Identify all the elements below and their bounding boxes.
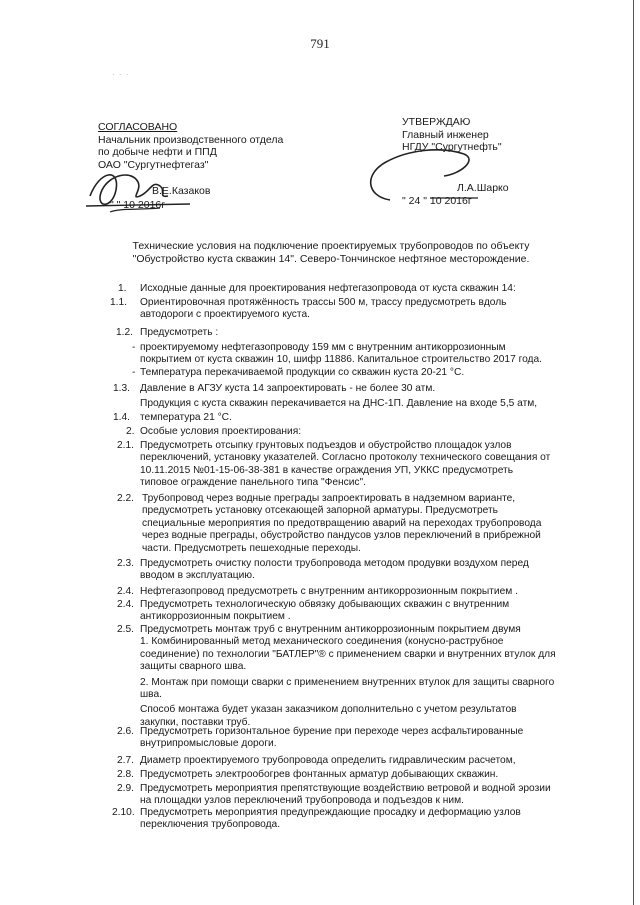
approval-left-signatory: В.Е.Казаков [152,185,211,197]
item-text: Предусмотреть монтаж труб с внутренним антикоррозионным покрытием двумя 1. Комбинированный метод механического соединения (конусно-раструбное соединение) по технологии "БАТЛЕР"® с применением сварки и внутренних втулок для защиты сварного шва. 2. Монтаж при помощи сварки с применением внутренних втулок для защиты сварного шва. Способ монтажа будет указан заказчиком дополнительно с учетом результатов закупки, поставки труб. [140,624,556,728]
item-number: 2.2. [117,493,134,504]
page-number: 791 [310,36,330,51]
item-text: температура 21 °С. [140,412,232,423]
document-title [96,240,566,266]
title-line: Технические условия на подключение проектируемых трубопроводов по объекту [132,240,530,252]
item-text: Диаметр проектируемого трубопровода определить гидравлическим расчетом, [140,755,516,766]
item-bullet: - [132,367,136,378]
item-number: 1.4. [113,412,130,423]
item-number: 2.7. [117,755,134,766]
item-text: Исходные данные для проектирования нефтегазопровода от куста скважин 14: [140,283,516,294]
item-number: 2.5. [117,624,134,635]
item-text: Предусмотреть мероприятия препятствующие воздействию ветровой и водной эрозии на площадки узлов переключений трубопровода и подъездов к ним. [140,783,551,807]
item-text: Предусмотреть очистку полости трубопровода методом продувки воздухом перед вводом в эксплуатацию. [140,558,529,582]
item-text: Нефтегазопровод предусмотреть с внутренним антикоррозионным покрытием . [140,586,518,597]
item-number: 2.6. [117,726,134,737]
approval-right-signatory: Л.А.Шарко [457,182,509,194]
item-text: Предусмотреть : [140,327,219,338]
item-text: Предусмотреть электрообогрев фонтанных арматур добывающих скважин. [140,769,499,780]
approval-right-line: Главный инженер [402,128,489,141]
item-text: Трубопровод через водные преграды запроектировать в надземном варианте, предусмотреть установку отсекающей запорной арматуры. Предусмотреть специальные мероприятия по предотвращению аварий на переходах трубопровода через водные преграды, обустройство пандусов узлов переключений в прибрежной части. Предусмотреть пешеходные переходы. [142,493,542,554]
item-number: 1.2. [116,327,133,338]
item-text: Предусмотреть технологическую обвязку добывающих скважин с внутренним антикоррозионным покрытием . [140,599,510,623]
item-number: 1.1. [110,297,127,308]
item-text: Ориентировочная протяжённость трассы 500 м, трассу предусмотреть вдоль автодороги с проектируемого куста. [140,297,507,321]
scan-edge-line [633,0,634,905]
approval-left-line: Начальник производственного отдела [98,133,284,146]
item-text: Температура перекачиваемой продукции со скважин куста 20-21 °С. [140,367,465,378]
item-text: Особые условия проектирования: [140,426,302,437]
scan-artifact: · · · [112,70,130,79]
item-number: 2.3. [117,558,134,569]
item-text: Предусмотреть отсыпку грунтовых подъездов и обустройство площадок узлов переключений, установку указателей. Согласно протоколу технического совещания от 10.11.2015 №01-15-06-38-381 в качестве ограждения УП, УККС предусмотреть типовое ограждение панельного типа "Фенсис". [140,440,551,489]
approval-left-heading: СОГЛАСОВАНО [98,121,178,133]
item-text: Предусмотреть мероприятия предупреждающие просадку и деформацию узлов переключения трубопровода. [140,807,521,831]
item-number: 2.1. [117,440,134,451]
item-number: 2. [126,426,135,437]
approval-right-line: НГДУ "Сургутнефть" [402,141,502,153]
item-number: 2.9. [117,783,134,794]
item-bullet: - [132,342,136,353]
item-number: 1. [118,283,127,294]
item-text: Предусмотреть горизонтальное бурение при переходе через асфальтированные внутрипромысловые дороги. [140,726,524,750]
approval-right-heading: УТВЕРЖДАЮ [402,116,471,128]
approval-left-line: ОАО "Сургутнефтегаз" [98,158,209,171]
approval-right-date: " 24 " 10 2016г [402,195,472,207]
approval-left-line: по добыче нефти и ППД [98,146,217,158]
item-number: 2.8. [117,769,134,780]
item-text: Давление в АГЗУ куста 14 запроектировать - не более 30 атм. Продукция с куста скважин перекачивается на ДНС-1П. Давление на входе 5,5 атм, [140,383,538,410]
item-number: 1.3. [113,383,130,394]
item-number: 2.10. [112,807,135,818]
item-text: проектируемому нефтегазопроводу 159 мм с внутренним антикоррозионным покрытием от куста скважин 10, шифр 11886. Капитальное строительство 2017 года. [140,342,542,366]
approval-left-date: " " 10 2016г [110,199,166,211]
item-number: 2.4. [117,599,134,610]
title-line: "Обустройство куста скважин 14". Северо-Тончинское нефтяное месторождение. [132,253,530,265]
item-number: 2.4. [117,586,134,597]
